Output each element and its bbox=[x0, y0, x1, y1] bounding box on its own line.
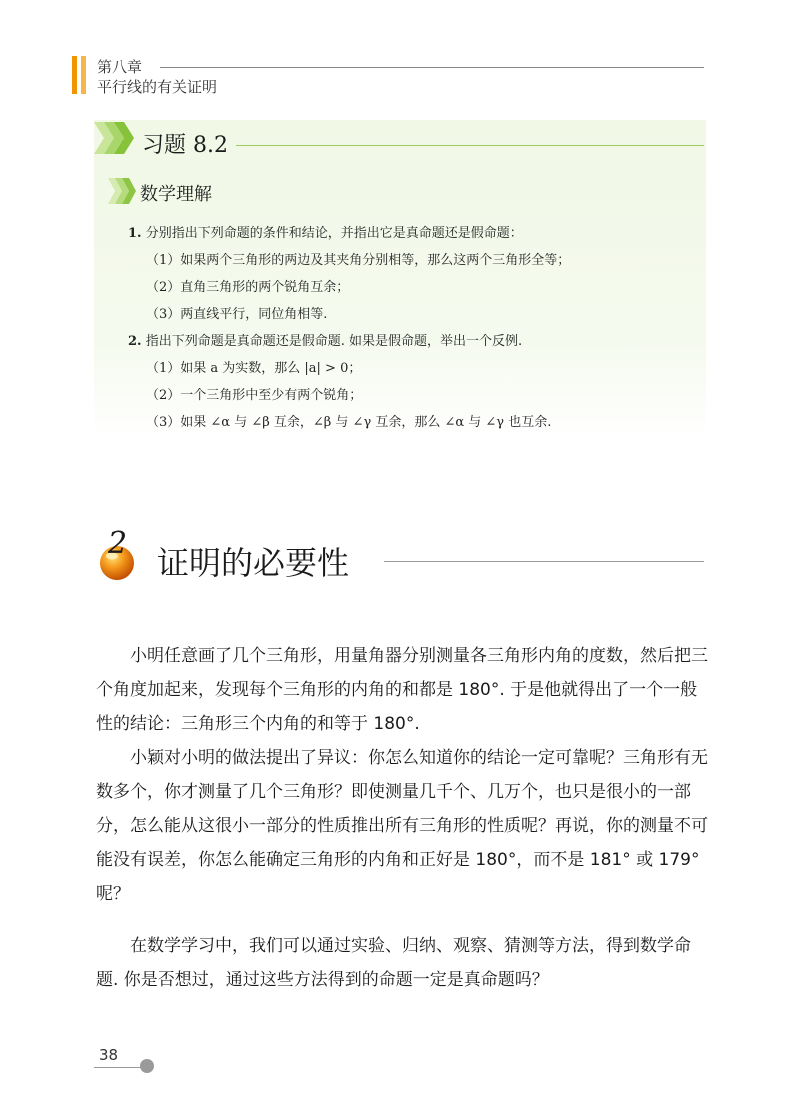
page-dot-icon bbox=[140, 1059, 154, 1073]
exercise-title-divider bbox=[236, 145, 704, 146]
page-number: 38 bbox=[99, 1046, 119, 1064]
question-2 bbox=[128, 330, 522, 349]
page-number-rule bbox=[94, 1067, 142, 1068]
question-number: 1. bbox=[128, 226, 142, 241]
question-item: （1）如果 a 为实数，那么 |a| > 0； bbox=[146, 361, 362, 376]
paragraph: 在数学学习中，我们可以通过实验、归纳、观察、猜测等方法，得到数学命题. 你是否想过，通过这些方法得到的命题一定是真命题吗？ bbox=[96, 936, 691, 990]
question-number: 2. bbox=[128, 334, 142, 349]
question-item: （2）一个三角形中至少有两个锐角； bbox=[146, 388, 363, 403]
chevron-arrows-icon bbox=[92, 118, 136, 158]
chapter-label: 第八章 bbox=[97, 58, 143, 76]
section-title-divider bbox=[384, 561, 704, 562]
header-accent-bar bbox=[72, 56, 77, 94]
chapter-title: 平行线的有关证明 bbox=[97, 78, 218, 96]
question-stem: 分别指出下列命题的条件和结论，并指出它是真命题还是假命题： bbox=[145, 226, 523, 241]
question-1 bbox=[128, 222, 523, 241]
paragraph: 小明任意画了几个三角形，用量角器分别测量各三角形内角的度数，然后把三个角度加起来，发现每个三角形的内角的和都是 180°. 于是他就得出了一个一般性的结论：三角形三个内角的和等于 180°. bbox=[96, 646, 708, 734]
chevron-arrows-small-icon bbox=[106, 174, 138, 208]
header-accent-bar-light bbox=[81, 56, 86, 94]
subsection-title: 数学理解 bbox=[140, 184, 212, 205]
body-paragraph-group bbox=[96, 639, 708, 911]
question-item: （1）如果两个三角形的两边及其夹角分别相等，那么这两个三角形全等； bbox=[146, 253, 571, 268]
question-item: （3）如果 ∠α 与 ∠β 互余，∠β 与 ∠γ 互余，那么 ∠α 与 ∠γ 也互余. bbox=[146, 415, 552, 430]
section-title: 证明的必要性 bbox=[157, 544, 350, 582]
header-divider bbox=[160, 67, 704, 68]
exercise-title: 习题 8.2 bbox=[142, 133, 228, 158]
question-item: （3）两直线平行，同位角相等. bbox=[146, 307, 328, 322]
paragraph: 小颖对小明的做法提出了异议：你怎么知道你的结论一定可靠呢？三角形有无数多个，你才测量了几个三角形？即使测量几千个、几万个，也只是很小的一部分，怎么能从这很小一部分的性质推出所有三角形的性质呢？再说，你的测量不可能没有误差，你怎么能确定三角形的内角和正好是 180°，而不是 181° 或 179° 呢？ bbox=[96, 748, 708, 904]
body-paragraph-group bbox=[96, 929, 708, 997]
question-item: （2）直角三角形的两个锐角互余； bbox=[146, 280, 350, 295]
question-stem: 指出下列命题是真命题还是假命题. 如果是假命题，举出一个反例. bbox=[145, 334, 523, 349]
section-number: 2 bbox=[108, 526, 128, 561]
